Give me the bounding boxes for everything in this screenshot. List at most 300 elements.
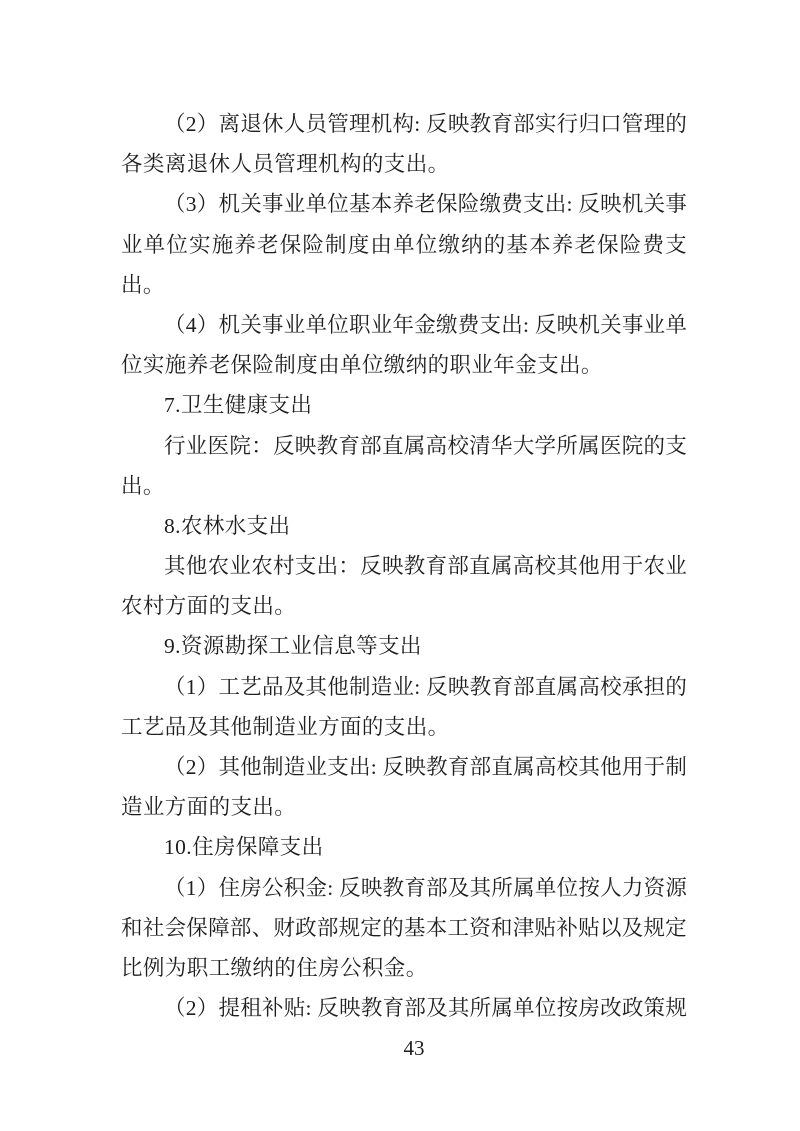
text-char: 政 [295, 915, 317, 940]
text-char: 单 [513, 996, 535, 1021]
text-char: 单 [305, 312, 327, 337]
page-number: 43 [403, 1036, 425, 1060]
text-char: （ [164, 312, 186, 337]
text-char: ： [251, 433, 273, 458]
text-char: ： [338, 554, 360, 579]
text-char: 业 [283, 312, 306, 337]
text-char: 他 [600, 755, 622, 779]
text-char: 出 [544, 192, 567, 217]
text-char: 基 [506, 232, 528, 257]
text-char: 属 [491, 996, 513, 1021]
text-char: 的 [643, 433, 666, 458]
text-char: 本 [425, 915, 448, 940]
text-char: ） [196, 875, 219, 900]
text-char: 用 [599, 554, 622, 579]
text-char [573, 184, 578, 224]
text-char: 贴 [534, 915, 557, 940]
text-char: 定 [360, 915, 382, 940]
text-char: 1 [185, 875, 197, 900]
text-char: 教 [469, 674, 492, 699]
text-char: 施 [211, 232, 234, 257]
text-char: 部 [469, 755, 492, 779]
text-char: 承 [621, 674, 644, 699]
text-char: 他 [327, 674, 349, 699]
text-char: 业 [283, 192, 306, 217]
text-char: 部 [426, 875, 448, 900]
text-char: （ [164, 674, 186, 699]
text-char: 业 [305, 755, 327, 779]
text-char: 的 [483, 232, 506, 257]
text-char: 部 [447, 554, 469, 579]
text-char: 关 [240, 312, 262, 337]
text-line: 比例为职工缴纳的住房公积金。 [121, 955, 428, 980]
text-char: 津 [512, 915, 535, 940]
text-char: 育 [382, 996, 405, 1021]
text-char: 3 [185, 192, 197, 217]
text-char: 贴 [578, 915, 600, 940]
text-char: 规 [665, 996, 687, 1021]
text-char: 映 [556, 312, 579, 337]
text-char: 直 [381, 433, 404, 458]
page-footer [214, 1037, 614, 1059]
text-char: 纳 [461, 232, 483, 257]
text-char: 反 [578, 192, 600, 217]
text-char: : [414, 112, 421, 136]
text-char: 和 [491, 915, 513, 940]
document-body [121, 104, 687, 1028]
text-char: 属 [578, 433, 600, 458]
text-char: 险 [457, 192, 480, 217]
text-char: 于 [621, 554, 644, 579]
text-char: 直 [491, 755, 513, 779]
text-char: 理 [643, 112, 666, 136]
text-char: 业 [229, 554, 251, 579]
text-char: 映 [447, 112, 470, 136]
text-char: 教 [469, 112, 492, 136]
text-char: 反 [272, 433, 295, 458]
text-char: 单 [305, 192, 327, 217]
text-char: 2 [185, 755, 197, 779]
text-char: 教 [426, 755, 448, 779]
text-char: 险 [619, 232, 642, 257]
text-char: 工 [218, 674, 240, 699]
text-char: 制 [325, 232, 347, 257]
text-char: 归 [578, 112, 600, 136]
text-char: 关 [240, 192, 262, 217]
text-char: 教 [382, 875, 405, 900]
text-char: 资 [643, 875, 666, 900]
text-char: 医 [599, 433, 622, 458]
text-line [121, 747, 687, 787]
text-char: 高 [425, 433, 448, 458]
text-char: 业 [643, 312, 666, 337]
text-char: 位 [534, 996, 557, 1021]
text-char: 他 [240, 755, 262, 779]
text-char: 关 [600, 312, 622, 337]
text-line: 10.住房保障支出 [164, 835, 324, 860]
text-char: 院 [229, 433, 251, 458]
text-char: 农 [643, 554, 666, 579]
text-char: 保 [279, 232, 302, 257]
text-char: 事 [621, 312, 644, 337]
text-char: 2 [185, 112, 197, 136]
text-line [121, 225, 687, 265]
text-line [121, 104, 687, 144]
text-char: 1 [185, 674, 197, 699]
text-char: : [522, 312, 529, 337]
text-char: 反 [339, 875, 361, 900]
text-char: 会 [164, 915, 187, 940]
text-char: : [327, 875, 334, 900]
text-char: 住 [218, 875, 240, 900]
text-char: 其 [447, 996, 470, 1021]
text-char: 其 [469, 875, 492, 900]
text-char: 机 [218, 312, 240, 337]
text-char [312, 988, 317, 1028]
text-char: 属 [403, 433, 426, 458]
text-char: 制 [665, 755, 687, 779]
text-char: 年 [392, 312, 414, 337]
text-char: 业 [185, 433, 208, 458]
text-char: 校 [600, 674, 622, 699]
text-char: 村 [272, 554, 295, 579]
text-char: 属 [513, 755, 535, 779]
text-char: 基 [403, 915, 426, 940]
text-char: 属 [513, 875, 535, 900]
text-char: 费 [457, 312, 480, 337]
text-char: 资 [469, 915, 491, 940]
text-char: 位 [327, 312, 349, 337]
text-char: 业 [370, 312, 393, 337]
text-char: 以 [599, 915, 622, 940]
text-char: 缴 [479, 192, 501, 217]
text-char: ） [196, 996, 219, 1021]
text-char: 出 [501, 312, 523, 337]
text-char: 补 [556, 915, 578, 940]
text-char: : [370, 755, 377, 779]
text-char: 农 [251, 554, 273, 579]
text-char: 人 [600, 875, 622, 900]
text-char: 育 [491, 674, 513, 699]
text-char: 保 [597, 232, 619, 257]
text-line [121, 667, 687, 707]
text-char: 支 [665, 232, 687, 257]
text-char: 部 [316, 915, 339, 940]
text-char: 源 [665, 875, 687, 900]
text-line [121, 908, 687, 948]
text-char [529, 305, 534, 345]
text-char: 位 [556, 875, 579, 900]
text-char: 规 [643, 915, 665, 940]
text-char: ） [196, 674, 219, 699]
text-char: 和 [121, 915, 143, 940]
text-char: 4 [185, 312, 197, 337]
text-line [121, 305, 687, 345]
text-char: 属 [556, 674, 579, 699]
text-line: 出。 [121, 272, 165, 297]
text-line: 位实施养老保险制度由单位缴纳的职业年金支出。 [121, 353, 603, 378]
text-char: 老 [414, 192, 436, 217]
text-char: （ [164, 875, 186, 900]
text-char: 其 [578, 755, 600, 779]
text-char: 支 [665, 433, 687, 458]
text-char: 部 [229, 915, 252, 940]
text-char: 房 [578, 996, 600, 1021]
text-char: （ [164, 755, 186, 779]
text-char: 单 [393, 232, 415, 257]
text-char: 业 [121, 232, 143, 257]
text-char: 映 [360, 875, 383, 900]
text-char: 反 [360, 554, 382, 579]
text-char: 部 [360, 433, 382, 458]
text-char: 院 [621, 433, 644, 458]
text-char: 由 [370, 232, 392, 257]
text-char: 教 [403, 554, 426, 579]
text-char: 学 [534, 433, 557, 458]
text-char: 所 [469, 996, 492, 1021]
text-char: 映 [404, 755, 426, 779]
text-char: ） [196, 192, 219, 217]
text-char: ） [196, 755, 219, 779]
text-char: 造 [370, 674, 393, 699]
text-char: 规 [338, 915, 361, 940]
text-line: 出。 [121, 473, 165, 498]
text-char: 工 [447, 915, 469, 940]
text-char: 高 [578, 674, 600, 699]
text-char: （ [164, 996, 186, 1021]
text-line: 8.农林水支出 [164, 513, 291, 538]
text-char: 制 [348, 674, 371, 699]
text-char: 本 [529, 232, 551, 257]
text-line: 工艺品及其他制造业方面的支出。 [121, 714, 450, 739]
text-char: 单 [665, 312, 687, 337]
text-char: 及 [621, 915, 644, 940]
text-char: 的 [665, 674, 687, 699]
text-line: 7.卫生健康支出 [164, 393, 313, 418]
text-char: 补 [261, 996, 284, 1021]
text-char: 缴 [435, 312, 458, 337]
text-char: 离 [218, 112, 240, 136]
text-char: 度 [347, 232, 370, 257]
text-char: 积 [283, 875, 306, 900]
text-char: : [305, 996, 312, 1021]
text-char: 保 [186, 915, 208, 940]
text-char: 其 [218, 755, 240, 779]
text-char: 育 [338, 433, 360, 458]
text-char: ） [196, 112, 219, 136]
text-line [121, 184, 687, 224]
text-char: 的 [382, 915, 404, 940]
text-char [420, 104, 425, 144]
text-char: 力 [621, 875, 644, 900]
text-char: 反 [317, 996, 339, 1021]
text-char: 反 [382, 755, 405, 779]
text-char: 出 [316, 554, 339, 579]
text-char: 管 [621, 112, 644, 136]
text-char: 基 [348, 192, 371, 217]
text-char: 、 [251, 915, 274, 940]
text-char: 于 [643, 755, 666, 779]
text-char: 定 [665, 915, 687, 940]
text-char: 事 [261, 192, 284, 217]
text-char: 其 [556, 554, 578, 579]
text-line [121, 546, 687, 586]
text-char: 育 [404, 875, 426, 900]
text-char: 及 [283, 674, 306, 699]
text-char: 位 [327, 192, 349, 217]
text-char: 财 [273, 915, 295, 940]
text-char: 育 [425, 554, 448, 579]
text-char: 校 [447, 433, 469, 458]
text-char: 直 [469, 554, 491, 579]
text-char: 社 [142, 915, 165, 940]
text-char: 理 [348, 112, 371, 136]
text-char: 事 [665, 192, 687, 217]
text-char: 养 [392, 192, 414, 217]
text-char: 养 [551, 232, 574, 257]
text-char: 育 [491, 112, 513, 136]
text-char: 映 [339, 996, 361, 1021]
text-char: 反 [426, 674, 448, 699]
text-char: 属 [490, 554, 513, 579]
text-char [377, 747, 382, 787]
text-char: 关 [643, 192, 666, 217]
text-char: 业 [665, 554, 687, 579]
text-char: 职 [348, 312, 371, 337]
text-char: 改 [600, 996, 622, 1021]
text-char: 老 [257, 232, 279, 257]
text-char: 映 [381, 554, 404, 579]
text-char: 其 [305, 674, 327, 699]
text-char: 按 [556, 996, 579, 1021]
text-char: 位 [166, 232, 188, 257]
text-char: 政 [621, 996, 644, 1021]
text-char: 农 [207, 554, 230, 579]
text-char: 育 [447, 755, 470, 779]
text-char: 行 [164, 433, 186, 458]
text-char: 房 [240, 875, 262, 900]
text-char: 机 [621, 192, 644, 217]
text-char: 单 [534, 875, 557, 900]
text-char: 租 [240, 996, 262, 1021]
text-char: 艺 [240, 674, 262, 699]
text-char: 及 [447, 875, 470, 900]
text-line: 各类离退休人员管理机构的支出。 [121, 152, 450, 177]
text-char: 映 [294, 433, 317, 458]
text-char: 险 [302, 232, 324, 257]
text-char: 口 [600, 112, 622, 136]
text-char: 他 [578, 554, 600, 579]
text-char: 清 [469, 433, 491, 458]
text-char: 实 [189, 232, 211, 257]
text-char: 及 [426, 996, 448, 1021]
text-char: 费 [501, 192, 523, 217]
text-line: 9.资源勘探工业信息等支出 [164, 634, 422, 659]
text-line [121, 426, 687, 466]
text-char: 位 [415, 232, 438, 257]
text-char: 金 [305, 875, 327, 900]
text-char: 贴 [283, 996, 306, 1021]
text-char: 制 [261, 755, 284, 779]
text-char: 2 [185, 996, 197, 1021]
text-char: 养 [234, 232, 256, 257]
text-char: 金 [414, 312, 436, 337]
text-char: 教 [316, 433, 339, 458]
text-char: 的 [665, 112, 687, 136]
text-line [121, 868, 687, 908]
text-char: 休 [261, 112, 284, 136]
text-char: 业 [392, 674, 414, 699]
text-char: 管 [327, 112, 349, 136]
text-char: 保 [435, 192, 458, 217]
text-char: 本 [370, 192, 393, 217]
text-char: 其 [164, 554, 186, 579]
text-char: 高 [512, 554, 535, 579]
text-char: 缴 [438, 232, 460, 257]
text-char: 费 [642, 232, 664, 257]
text-char: 担 [643, 674, 666, 699]
text-char: 大 [512, 433, 535, 458]
text-char: 人 [283, 112, 306, 136]
text-char: : [566, 192, 573, 217]
text-line [121, 988, 687, 1028]
text-char: 他 [185, 554, 208, 579]
text-char: 员 [305, 112, 327, 136]
text-char: 支 [294, 554, 317, 579]
text-char: 所 [556, 433, 578, 458]
text-char: 反 [534, 312, 557, 337]
text-char: 映 [600, 192, 622, 217]
text-char: 教 [360, 996, 383, 1021]
text-char: ） [196, 312, 219, 337]
text-char: 障 [208, 915, 230, 940]
text-char: 支 [522, 192, 545, 217]
text-char: 退 [240, 112, 262, 136]
text-char: 提 [218, 996, 240, 1021]
text-char: 医 [207, 433, 230, 458]
text-char: 构 [392, 112, 414, 136]
text-char: 高 [534, 755, 557, 779]
text-char: 公 [261, 875, 284, 900]
text-char: 实 [534, 112, 557, 136]
text-char: 所 [491, 875, 513, 900]
text-char: （ [164, 192, 186, 217]
text-char: 用 [621, 755, 644, 779]
text-char: 映 [447, 674, 470, 699]
text-char: 部 [513, 112, 535, 136]
text-char: （ [164, 112, 186, 136]
text-char: 出 [348, 755, 371, 779]
text-line: 造业方面的支出。 [121, 795, 297, 820]
text-char: 机 [218, 192, 240, 217]
text-line: 农村方面的支出。 [121, 594, 297, 619]
text-char: 支 [327, 755, 349, 779]
text-char: 支 [479, 312, 501, 337]
text-char: 品 [261, 674, 284, 699]
text-char: 事 [261, 312, 284, 337]
text-char: 造 [283, 755, 306, 779]
text-char: : [414, 674, 421, 699]
text-char: 反 [426, 112, 448, 136]
text-char: 部 [513, 674, 535, 699]
text-char [333, 868, 338, 908]
text-char: 策 [643, 996, 666, 1021]
text-char: 校 [534, 554, 557, 579]
text-char: 校 [556, 755, 579, 779]
text-char: 华 [490, 433, 513, 458]
text-char: 单 [143, 232, 166, 257]
text-char: 直 [534, 674, 557, 699]
